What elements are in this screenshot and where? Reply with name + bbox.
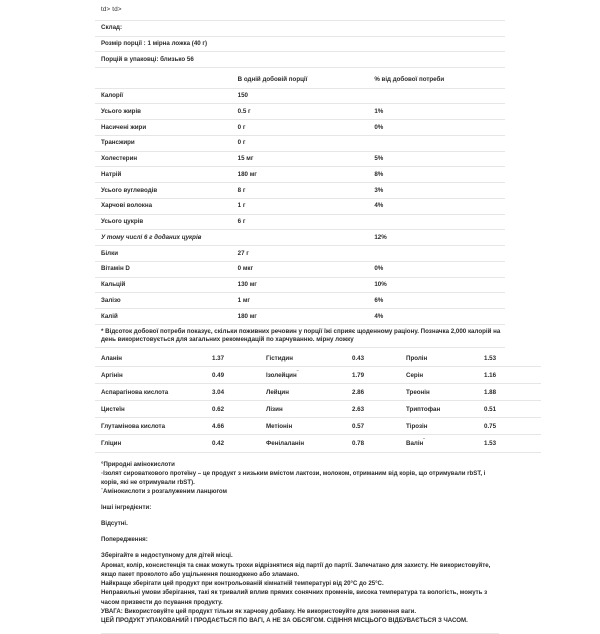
amino-acid-name — [95, 384, 206, 401]
amino-acid-value — [206, 401, 260, 418]
composition-label: Склад: — [95, 20, 505, 36]
nutrient-amount: 150 — [232, 88, 369, 104]
nutrient-name: Харчові волокна — [95, 198, 232, 214]
amino-footnote-marker-icon: ¨ — [423, 438, 425, 444]
nutrient-amount: 180 мг — [232, 309, 369, 325]
intro-row-servings-per-container — [95, 52, 505, 68]
nutrient-row — [95, 309, 505, 325]
amino-acid-row — [95, 384, 541, 401]
nutrient-amount: 1 мг — [232, 293, 369, 309]
amino-footnote-1 — [101, 460, 499, 469]
warning-heading: Попередження: — [101, 535, 499, 544]
other-ingredients-value: Відсутні. — [101, 519, 499, 528]
amino-acid-value-text: 2.63 — [352, 406, 364, 413]
amino-acid-value-text: 0.78 — [352, 440, 364, 447]
nutrient-amount: 6 г — [232, 214, 369, 230]
amino-acid-name — [260, 384, 346, 401]
warning-line: Аромат, колір, консистенція та смак можуть трохи відрізнятися від партії до партії. Запечатано для захисту. Не використовуйте, якщо пакет проколото або ущільнення пошкоджено або зламано. — [101, 561, 499, 580]
other-ingredients-heading: Інші інгредієнти: — [101, 503, 499, 512]
amino-acid-value-text: 0.49 — [212, 372, 224, 379]
nutrient-amount: 27 г — [232, 246, 369, 262]
warning-line: УВАГА: Використовуйте цей продукт тільки як харчову добавку. Не використовуйте для зниження ваги. — [101, 607, 499, 616]
nutrient-percent-daily-value: 0% — [368, 120, 505, 136]
amino-acid-value-text: 0.43 — [352, 355, 364, 362]
amino-acid-name — [95, 401, 206, 418]
nutrient-percent-daily-value: 1% — [368, 104, 505, 120]
raw-html-artifact-row — [95, 0, 505, 20]
nutrient-percent-daily-value — [368, 214, 505, 230]
nutrient-percent-daily-value: 0% — [368, 261, 505, 277]
warning-line: ЦЕЙ ПРОДУКТ УПАКОВАНИЙ І ПРОДАЄТЬСЯ ПО ВАГІ, А НЕ ЗА ОБСЯГОМ. СІДІННЯ МІСЦЬОГО ВІДБУВАЄТЬСЯ З ЧАСОМ. — [101, 616, 499, 625]
header-percent-text: % від добової потреби — [374, 76, 505, 84]
amino-acid-name — [400, 418, 478, 435]
amino-acid-value-text: 1.53 — [484, 355, 496, 362]
daily-value-footnote: * Відсоток добової потреби показує, скільки поживних речовин у порції їжі сприяє щоденному раціону. Позначка 2,000 калорій на день використовується для загальних рекомендацій по харчуванню. мірну ложку — [95, 324, 505, 348]
amino-acid-name — [400, 367, 478, 384]
header-amount-text: В одній добовій порції — [238, 76, 369, 84]
amino-acid-value — [346, 401, 400, 418]
amino-acid-value-text: 0.75 — [484, 423, 496, 430]
intro-row-serving-size — [95, 36, 505, 52]
supplement-facts-table — [95, 0, 505, 348]
nutrient-amount: 0 г — [232, 120, 369, 136]
amino-acid-value-text: 2.86 — [352, 389, 364, 396]
amino-acid-name — [95, 418, 206, 435]
amino-acid-name — [400, 350, 478, 367]
amino-acid-value-text: 1.88 — [484, 389, 496, 396]
amino-acid-value — [206, 350, 260, 367]
amino-acid-value-text: 0.51 — [484, 406, 496, 413]
warning-body — [101, 551, 499, 625]
amino-acid-value — [206, 367, 260, 384]
servings-per-container-label: Порцій в упаковці: близько 56 — [95, 52, 505, 68]
amino-acid-name-text: Треонін — [406, 389, 430, 396]
nutrient-amount: 8 г — [232, 183, 369, 199]
amino-acid-value — [478, 367, 541, 384]
nutrient-row — [95, 120, 505, 136]
amino-footnote-3-text: Амінокислоти з розгалуженим ланцюгом — [103, 488, 227, 495]
amino-acid-value-text: 0.42 — [212, 440, 224, 447]
warning-line: Зберігайте в недоступному для дітей місці. — [101, 551, 499, 560]
header-percent-cell — [368, 68, 505, 89]
nutrient-row — [95, 88, 505, 104]
amino-acid-name-text: Аспарагінова кислота — [101, 389, 168, 396]
amino-acid-name-text: Тірозін — [406, 423, 428, 430]
nutrient-row — [95, 230, 505, 246]
amino-acid-name-text: Серін — [406, 372, 423, 379]
nutrient-name: Натрій — [95, 167, 232, 183]
natural-amino-marker-icon: ° — [101, 461, 103, 468]
nutrient-amount: 0 мкг — [232, 261, 369, 277]
nutrient-name: Калорії — [95, 88, 232, 104]
amino-acid-value — [346, 384, 400, 401]
amino-acid-name-text: Лізин — [266, 406, 283, 413]
amino-acid-name-text: Глутамінова кислота — [101, 423, 165, 430]
nutrient-name: Трансжири — [95, 135, 232, 151]
nutrient-row — [95, 214, 505, 230]
footnote-row — [95, 324, 505, 348]
nutrient-row — [95, 135, 505, 151]
supplement-facts-body — [95, 0, 505, 88]
nutrient-name: Залізо — [95, 293, 232, 309]
nutrient-name: Холестерин — [95, 151, 232, 167]
amino-acid-name-text: Гліцин — [101, 440, 121, 447]
amino-acid-name-text: Пролін — [406, 355, 427, 362]
amino-footnote-1-text: Природні амінокислоти — [103, 461, 174, 468]
amino-acid-value — [206, 418, 260, 435]
amino-footnote-2-text: Ізолят сироваткового протеїну – це продукт з низьким вмістом лактози, молоком, отриманим від корів, що отримували rbST, і корів, які не отримували rbST). — [101, 470, 485, 486]
notes-section — [95, 453, 505, 634]
amino-acid-name — [260, 350, 346, 367]
nutrient-name: Калій — [95, 309, 232, 325]
amino-acid-value — [478, 435, 541, 452]
amino-acid-name — [260, 401, 346, 418]
nutrient-row — [95, 261, 505, 277]
amino-acid-rows-body — [95, 350, 541, 452]
amino-acid-row — [95, 367, 541, 384]
amino-footnote-3 — [101, 487, 499, 496]
nutrient-amount — [232, 230, 369, 246]
amino-acid-value-text: 1.16 — [484, 372, 496, 379]
nutrient-percent-daily-value — [368, 88, 505, 104]
nutrient-row — [95, 104, 505, 120]
amino-acid-value — [346, 418, 400, 435]
amino-acid-value — [206, 435, 260, 452]
amino-footnotes — [101, 460, 499, 497]
amino-acid-name-text: Гістидин — [266, 355, 293, 362]
amino-acid-value — [478, 350, 541, 367]
nutrient-name: У тому числі 6 г доданих цукрів — [95, 230, 232, 246]
amino-acid-value-text: 4.66 — [212, 423, 224, 430]
column-header-row — [95, 68, 505, 89]
nutrient-percent-daily-value: 6% — [368, 293, 505, 309]
amino-acid-name-text: Аргінін — [101, 372, 123, 379]
nutrient-percent-daily-value: 12% — [368, 230, 505, 246]
nutrient-percent-daily-value — [368, 135, 505, 151]
amino-acid-value — [346, 367, 400, 384]
nutrient-percent-daily-value: 5% — [368, 151, 505, 167]
amino-acid-name — [260, 418, 346, 435]
amino-acid-name-text: Лейцин — [266, 389, 289, 396]
amino-acid-value-text: 1.53 — [484, 440, 496, 447]
amino-acid-value-text: 3.04 — [212, 389, 224, 396]
nutrient-name: Усього цукрів — [95, 214, 232, 230]
amino-acid-value-text: 1.37 — [212, 355, 224, 362]
nutrient-rows-body — [95, 88, 505, 324]
header-amount-cell — [232, 68, 369, 89]
nutrient-amount: 130 мг — [232, 277, 369, 293]
nutrient-percent-daily-value: 4% — [368, 198, 505, 214]
nutrient-percent-daily-value: 8% — [368, 167, 505, 183]
nutrient-percent-daily-value — [368, 246, 505, 262]
intro-row-composition — [95, 20, 505, 36]
nutrient-row — [95, 151, 505, 167]
amino-footnote-2 — [101, 469, 499, 487]
nutrient-row — [95, 277, 505, 293]
serving-size-label: Розмір порції : 1 мірна ложка (40 г) — [95, 36, 505, 52]
nutrient-name: Кальцій — [95, 277, 232, 293]
amino-acid-name — [260, 435, 346, 452]
nutrient-amount: 1 г — [232, 198, 369, 214]
nutrient-name: Усього вуглеводів — [95, 183, 232, 199]
amino-footnote-marker-icon: ¨ — [297, 370, 299, 376]
amino-acid-name — [400, 384, 478, 401]
amino-acid-name-text: Валін — [406, 440, 423, 447]
amino-acid-value — [478, 384, 541, 401]
amino-acid-name — [260, 367, 346, 384]
raw-html-artifact-text: td> td> — [95, 0, 505, 20]
amino-acid-row — [95, 350, 541, 367]
label-panel — [95, 0, 505, 634]
header-spacer — [95, 68, 232, 89]
amino-acid-name-text: Метіонін — [266, 423, 292, 430]
amino-acid-name-text: Триптофан — [406, 406, 440, 413]
nutrient-name: Білки — [95, 246, 232, 262]
amino-acid-name-text: Фенілаланін — [266, 440, 304, 447]
nutrient-amount: 0.5 г — [232, 104, 369, 120]
amino-acid-value — [206, 384, 260, 401]
nutrient-percent-daily-value: 10% — [368, 277, 505, 293]
nutrient-name: Усього жирів — [95, 104, 232, 120]
nutrient-amount: 180 мг — [232, 167, 369, 183]
nutrient-percent-daily-value: 4% — [368, 309, 505, 325]
amino-acid-name — [400, 435, 478, 452]
amino-acid-row — [95, 435, 541, 452]
footnote-body — [95, 324, 505, 348]
amino-acid-value-text: 0.62 — [212, 406, 224, 413]
amino-acid-value — [478, 418, 541, 435]
amino-acid-name — [95, 367, 206, 384]
nutrient-row — [95, 293, 505, 309]
amino-acid-row — [95, 418, 541, 435]
amino-acid-value-text: 1.79 — [352, 372, 364, 379]
nutrient-row — [95, 167, 505, 183]
warning-line: Найкраще зберігати цей продукт при контрольованій кімнатній температурі від 20°C до 25°C. — [101, 579, 499, 588]
isolate-note-marker-icon: ◦ — [101, 470, 103, 477]
bcaa-marker-icon: ¨ — [101, 488, 103, 495]
amino-acid-name — [95, 350, 206, 367]
amino-acid-value — [346, 350, 400, 367]
nutrient-row — [95, 246, 505, 262]
nutrient-row — [95, 183, 505, 199]
nutrient-percent-daily-value: 3% — [368, 183, 505, 199]
amino-acid-name — [95, 435, 206, 452]
nutrient-row — [95, 198, 505, 214]
amino-acid-table — [95, 350, 541, 452]
nutrient-name: Насичені жири — [95, 120, 232, 136]
amino-acid-name-text: Цистеїн — [101, 406, 125, 413]
warning-line: Неправильні умови зберігання, такі як тривалий вплив прямих сонячних променів, висока температура та вологість, можуть з часом призвести до псування продукту. — [101, 588, 499, 607]
amino-acid-name-text: Ізолейцин — [266, 372, 297, 379]
nutrient-amount: 15 мг — [232, 151, 369, 167]
amino-acid-row — [95, 401, 541, 418]
nutrient-name: Вітамін D — [95, 261, 232, 277]
amino-acid-value — [346, 435, 400, 452]
amino-acid-name-text: Аланін — [101, 355, 122, 362]
amino-acid-value-text: 0.57 — [352, 423, 364, 430]
nutrient-amount: 0 г — [232, 135, 369, 151]
amino-acid-name — [400, 401, 478, 418]
amino-acid-value — [478, 401, 541, 418]
